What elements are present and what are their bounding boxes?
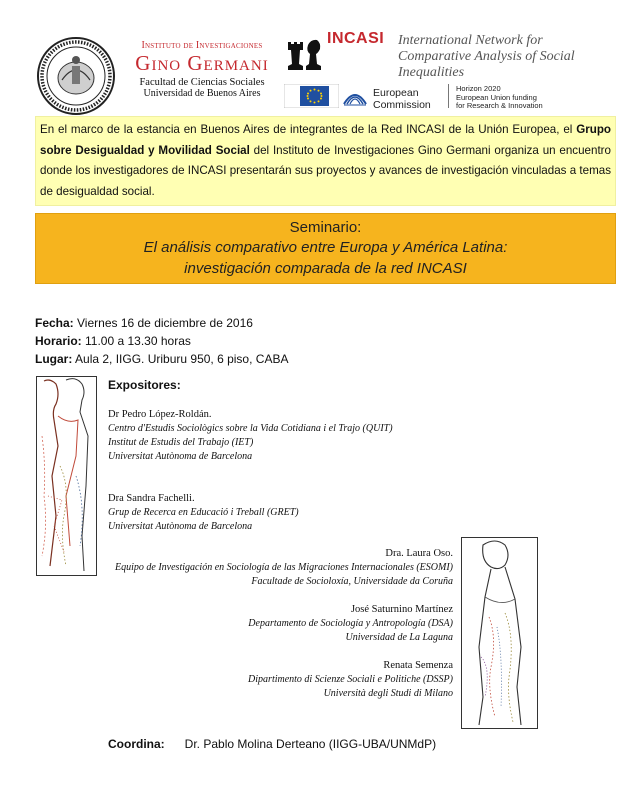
coordinator-name: Dr. Pablo Molina Derteano (IIGG-UBA/UNMdP) bbox=[184, 737, 437, 751]
seminar-title-line1: El análisis comparativo entre Europa y América Latina: bbox=[143, 239, 508, 256]
seminar-banner bbox=[35, 213, 616, 284]
coordinator-row bbox=[108, 737, 436, 751]
university-label: Universidad de Buenos Aires bbox=[143, 88, 261, 99]
speaker-name: Dra. Laura Oso. bbox=[385, 548, 453, 559]
speaker-card: Dr Pedro López-Roldán. Centro d'Estudis Sociològics sobre la Vida Cotidiana i el Trajo (QUIT) Institut de Estudis del Trabajo (IET) Universitat Autònoma de Barcelona bbox=[108, 409, 393, 462]
speaker-card: Dra. Laura Oso. Equipo de Investigación en Sociología de las Migraciones Internacionales (ESOMI) Facultade de Socioloxía, Universidade da Coruña bbox=[115, 548, 453, 587]
horizon-2020-label: Horizon 2020 European Union funding for Research & Innovation bbox=[456, 84, 543, 110]
coordinator-label: Coordina: bbox=[108, 737, 165, 751]
speaker-name: Dra Sandra Fachelli. bbox=[108, 493, 195, 504]
seminar-title-line2: investigación comparada de la red INCASI bbox=[184, 260, 467, 277]
institute-name: Gino Germani bbox=[135, 51, 269, 75]
gino-germani-logo bbox=[122, 40, 282, 99]
institute-label: Instituto de Investigaciones bbox=[141, 40, 263, 51]
chess-pieces-icon bbox=[284, 32, 324, 72]
incasi-wordmark: INCASI bbox=[327, 30, 385, 47]
sketch-illustration-right bbox=[461, 537, 538, 729]
eu-flag-icon bbox=[284, 84, 339, 108]
speaker-card: Renata Semenza Dipartimento di Scienze Sociali e Politiche (DSSP) Università degli Studi di Milano bbox=[248, 660, 453, 699]
speaker-name: Renata Semenza bbox=[383, 660, 453, 671]
speaker-card: Dra Sandra Fachelli. Grup de Recerca en Educació i Treball (GRET) Universitat Autònoma de Barcelona bbox=[108, 493, 299, 532]
group-name: Grupo sobre Desigualdad y Movilidad Social bbox=[40, 123, 611, 157]
european-commission-label: European Commission bbox=[373, 87, 431, 111]
faculty-label: Facultad de Ciencias Sociales bbox=[139, 77, 265, 88]
speaker-name: José Saturnino Martínez bbox=[350, 604, 453, 615]
speakers-heading: Expositores: bbox=[108, 378, 181, 392]
speaker-name: Dr Pedro López-Roldán. bbox=[108, 409, 212, 420]
incasi-tagline: International Network for Comparative Analysis of Social Inequalities bbox=[398, 33, 575, 80]
fecha-row: Fecha: Viernes 16 de diciembre de 2016 bbox=[35, 316, 253, 330]
event-details bbox=[35, 314, 288, 368]
header-divider bbox=[448, 84, 449, 108]
lugar-row: Lugar: Aula 2, IIGG. Uriburu 950, 6 piso, CABA bbox=[35, 352, 289, 366]
horario-row: Horario: 11.00 a 13.30 horas bbox=[35, 334, 191, 348]
intro-paragraph: En el marco de la estancia en Buenos Aires de integrantes de la Red INCASI de la Unión Europea, el Grupo sobre Desigualdad y Movilidad Social del Instituto de Investigaciones Gino Germani organiza un encuentro donde los investigadores de INCASI presentarán sus proyectos y avances de investigación vinculadas a temas de desigualdad social. bbox=[35, 116, 616, 206]
speaker-card: José Saturnino Martínez Departamento de Sociología y Antropología (DSA) Universidad de La Laguna bbox=[248, 604, 453, 643]
seminar-label: Seminario: bbox=[289, 219, 362, 236]
uba-seal-logo bbox=[36, 36, 116, 116]
european-commission-icon bbox=[342, 84, 368, 108]
sketch-illustration-left bbox=[36, 376, 97, 576]
